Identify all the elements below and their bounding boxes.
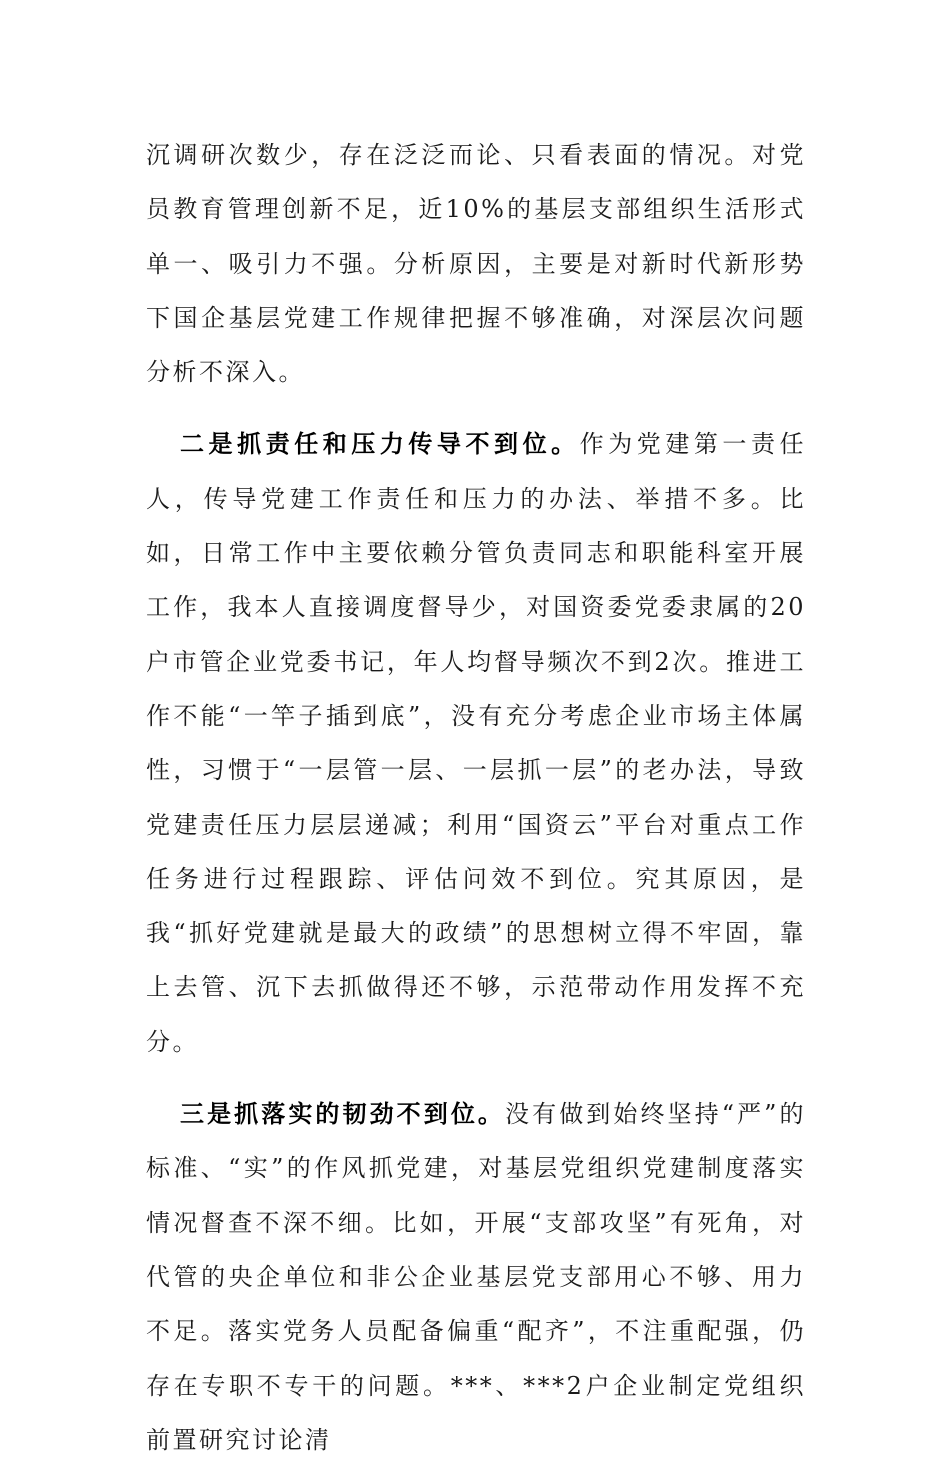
paragraph-responsibility [146,417,806,1069]
paragraph-text: 作为党建第一责任人，传导党建工作责任和压力的办法、举措不多。比如，日常工作中主要依赖分管负责同志和职能科室开展工作，我本人直接调度督导少，对国资委党委隶属的20户市管企业党委书记，年人均督导频次不到2次。推进工作不能“一竿子插到底”，没有充分考虑企业市场主体属性，习惯于“一层管一层、一层抓一层”的老办法，导致党建责任压力层层递减；利用“国资云”平台对重点工作任务进行过程跟踪、评估问效不到位。究其原因，是我“抓好党建就是最大的政绩”的思想树立得不牢固，靠上去管、沉下去抓做得还不够，示范带动作用发挥不充分。 [146,430,807,1056]
paragraph-lead: 三是抓落实的韧劲不到位。 [180,1099,506,1129]
paragraph-lead: 二是抓责任和压力传导不到位。 [180,429,580,459]
document-body [146,128,806,1467]
paragraph-text: 沉调研次数少，存在泛泛而论、只看表面的情况。对党员教育管理创新不足，近10%的基层支部组织生活形式单一、吸引力不强。分析原因，主要是对新时代新形势下国企基层党建工作规律把握不够准确，对深层次问题分析不深入。 [146,141,806,387]
paragraph-text: 没有做到始终坚持“严”的标准、“实”的作风抓党建，对基层党组织党建制度落实情况督查不深不细。比如，开展“支部攻坚”有死角，对代管的央企单位和非公企业基层党支部用心不够、用力不足。落实党务人员配备偏重“配齐”，不注重配强，仍存在专职不专干的问题。***、***2户企业制定党组织前置研究讨论清 [146,1100,807,1454]
paragraph-continuation [146,128,806,399]
paragraph-implementation [146,1087,806,1467]
